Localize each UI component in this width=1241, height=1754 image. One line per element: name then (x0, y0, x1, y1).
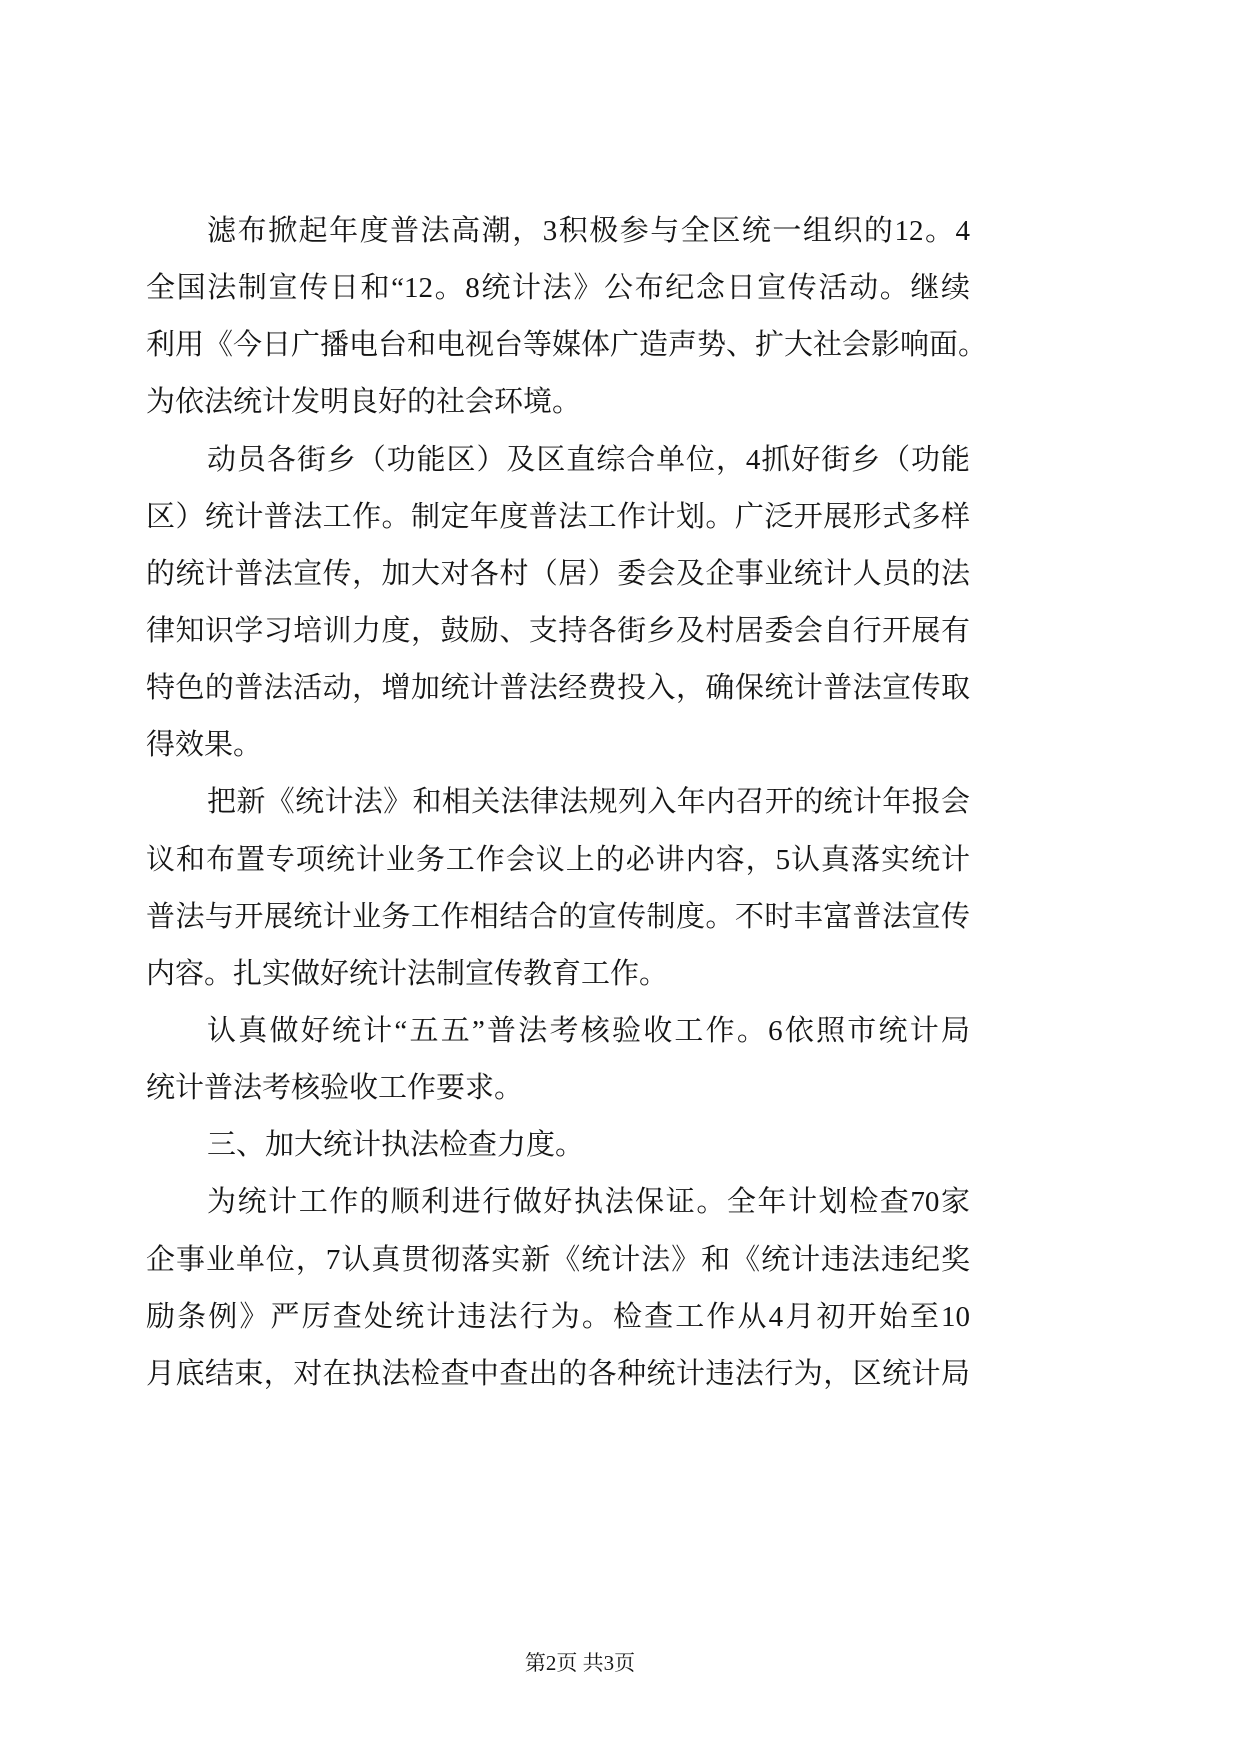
text-line: 为统计工作的顺利进行做好执法保证。全年计划检查70家 (207, 1186, 970, 1219)
text-line: 特色的普法活动，增加统计普法经费投入，确保统计普法宣传取 (146, 672, 970, 705)
paragraph (146, 1003, 970, 1117)
text-line: 全国法制宣传日和“12。8统计法》公布纪念日宣传活动。继续 (146, 272, 970, 305)
text-line: 滤布掀起年度普法高潮，3积极参与全区统一组织的12。4 (207, 215, 970, 247)
section-heading (146, 1117, 970, 1174)
paragraph (146, 774, 970, 1003)
paragraph (146, 1174, 970, 1403)
page-number: 第2页 共3页 (524, 1651, 636, 1675)
text-line: 认真做好统计“五五”普法考核验收工作。6依照市统计局 (207, 1014, 970, 1047)
text-line: 企事业单位，7认真贯彻落实新《统计法》和《统计违法违纪奖 (146, 1243, 970, 1276)
paragraph (146, 203, 988, 432)
text-line: 的统计普法宣传，加大对各村（居）委会及企事业统计人员的法 (146, 557, 970, 590)
text-line: 把新《统计法》和相关法律法规列入年内召开的统计年报会 (207, 786, 970, 819)
text-line: 励条例》严厉查处统计违法行为。检查工作从4月初开始至10 (146, 1300, 970, 1333)
page-footer (480, 1648, 680, 1678)
paragraph (146, 432, 970, 775)
text-line: 利用《今日广播电台和电视台等媒体广造声势、扩大社会影响面。 (146, 329, 988, 362)
text-line: 议和布置专项统计业务工作会议上的必讲内容，5认真落实统计 (146, 843, 970, 876)
heading-line: 三、加大统计执法检查力度。 (207, 1129, 585, 1162)
text-line: 区）统计普法工作。制定年度普法工作计划。广泛开展形式多样 (146, 500, 970, 533)
document-body (146, 203, 988, 1403)
text-line: 内容。扎实做好统计法制宣传教育工作。 (146, 957, 669, 990)
text-line: 月底结束，对在执法检查中查出的各种统计违法行为，区统计局 (146, 1357, 970, 1390)
text-line: 得效果。 (146, 729, 263, 762)
text-line: 为依法统计发明良好的社会环境。 (146, 386, 582, 419)
text-line: 律知识学习培训力度，鼓励、支持各街乡及村居委会自行开展有 (146, 614, 970, 647)
text-line: 动员各街乡（功能区）及区直综合单位，4抓好街乡（功能 (207, 443, 970, 476)
text-line: 统计普法考核验收工作要求。 (146, 1072, 524, 1105)
text-line: 普法与开展统计业务工作相结合的宣传制度。不时丰富普法宣传 (146, 900, 970, 933)
